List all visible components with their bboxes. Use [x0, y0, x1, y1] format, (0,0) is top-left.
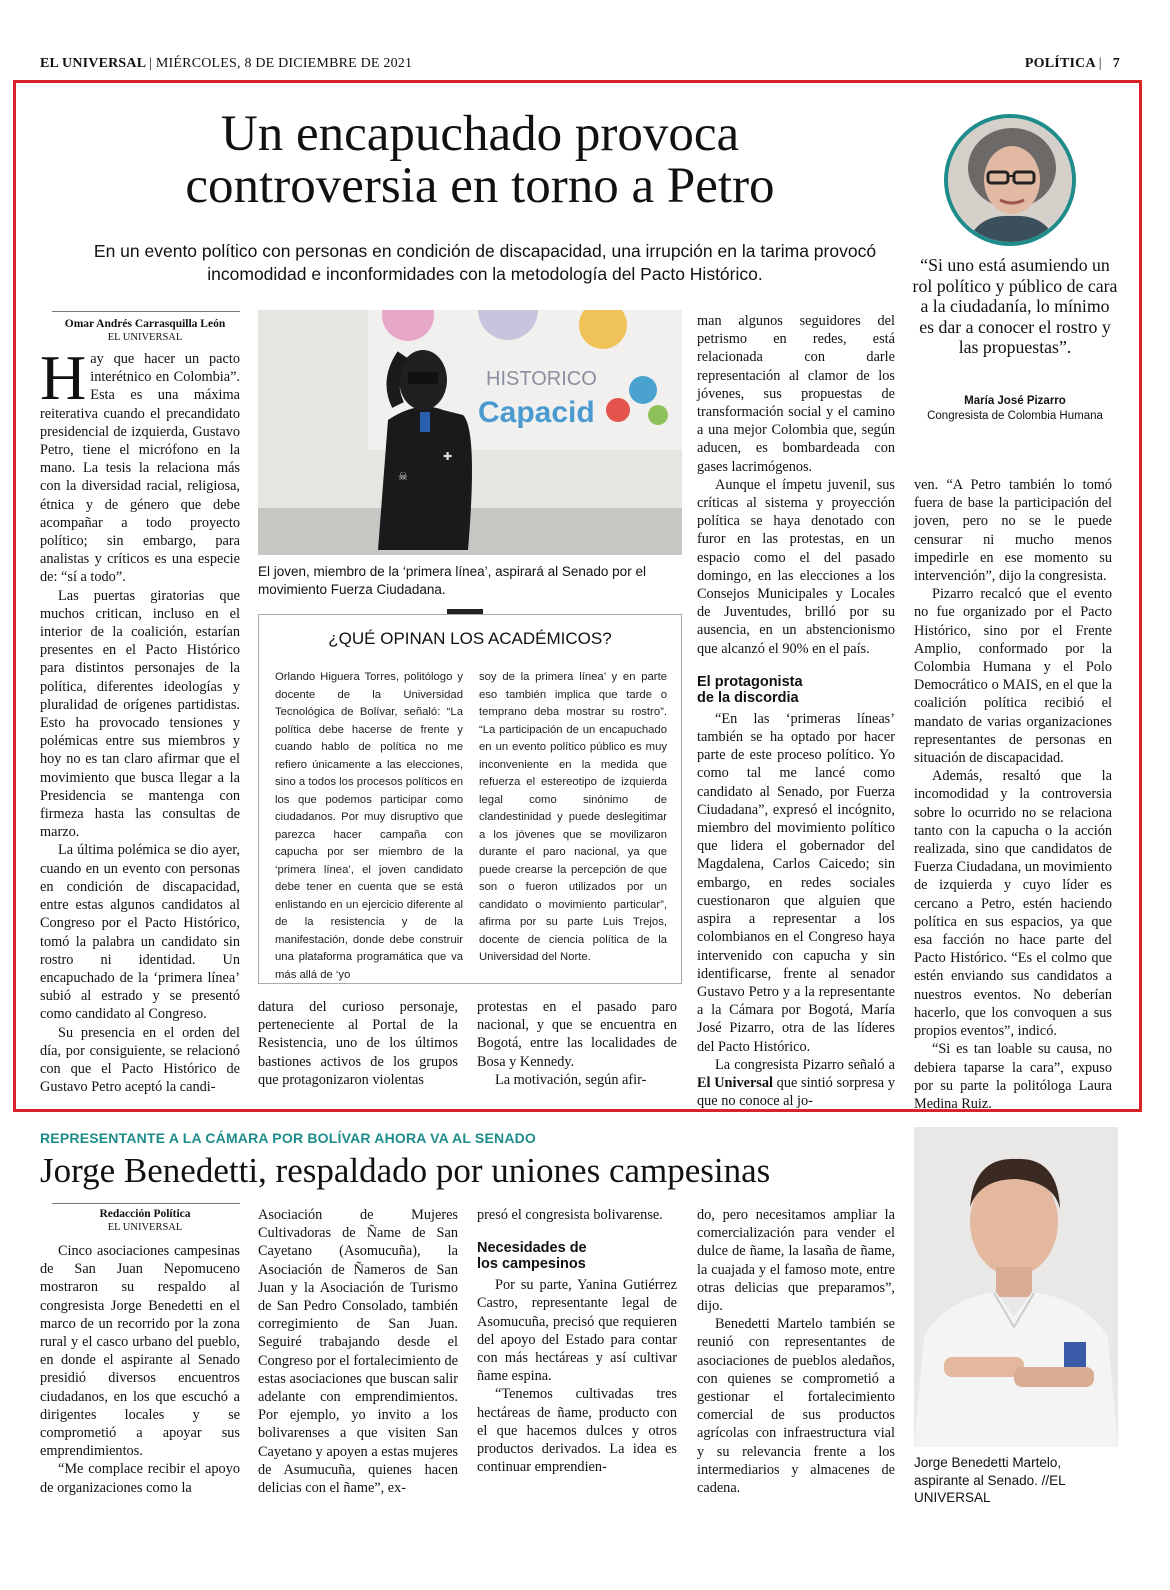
pull-quote: “Si uno está asumiendo un rol político y público de cara a la ciudadanía, lo mínimo es dar a conocer el rostro y las propuestas”. — [912, 255, 1118, 357]
article2-byline — [40, 1208, 250, 1234]
paragraph: La motivación, según afir- — [495, 1071, 647, 1088]
portrait-pizarro — [944, 114, 1076, 246]
deck-line-1: En un evento político con personas en condición de discapacidad, una irrupción en la tarima provocó — [93, 241, 877, 261]
subhead-line-1: Necesidades de — [477, 1240, 587, 1257]
paragraph: ven. “A Petro también lo tomó fuera de base la participación del joven, pero no se le puede censurar ni mucho menos impedirle en ese momento su intervención”, dijo la congresista. — [914, 477, 1112, 585]
byline-rule-2 — [52, 1203, 240, 1204]
byline-author: Redacción Política — [99, 1208, 191, 1220]
byline-author: Omar Andrés Carrasquilla León — [64, 318, 226, 330]
woman-portrait-icon — [948, 118, 1072, 242]
paragraph: “Me complace recibir el apoyo de organizaciones como la — [40, 1461, 240, 1496]
folio-right: POLÍTICA | 7 — [1024, 56, 1120, 71]
paragraph: ay que hacer un pacto interétnico en Colombia”. Esta es una máxima reiterativa cuando el precandidato presidencial de izquierda, Gustavo Petro, tiene el micrófono en la mano. La tesis la relaciona más con la diversidad racial, religiosa, étnica y de género que debe acompañar a todo proyecto político; sin embargo, para analistas y críticos es una especie de: “sí a todo”. — [40, 351, 240, 586]
byline — [40, 318, 250, 344]
headline-line-1: Un encapuchado provoca — [220, 106, 740, 162]
article-headline — [60, 108, 900, 212]
section-name: POLÍTICA — [1024, 56, 1095, 71]
svg-text:✚: ✚ — [443, 451, 453, 463]
photo-benedetti — [914, 1127, 1118, 1447]
paragraph: Además, resaltó que la incomodidad y la controversia sobre lo ocurrido no se relaciona tanto con la capucha o la acción realizada, sino que candidatos de Fuerza Ciudadana, un movimiento de izquierda y cuyo líder es cercano a Petro, estén haciendo política en sus espacios, ya que esa facción no hace parte del Pacto Histórico. “Es el colmo que estén enviando sus candidatos a nuestros eventos. No deberían hacerlo, que los convoquen a sus propios eventos”, indicó. — [914, 768, 1112, 1040]
subhead-line-1: El protagonista — [697, 673, 803, 690]
article-column-1 — [40, 342, 240, 1096]
quote-name: María José Pizarro — [964, 395, 1066, 407]
paragraph: Pizarro recalcó que el evento no fue organizado por el Pacto Histórico, sino por el Frente Amplio, conformado por la Colombia Humana y el Polo Democrático o MAIS, en el que la coalición política recibió el mandato de varias organizaciones representantes de personas en situación de discapacidad. — [914, 586, 1112, 767]
article-column-4 — [697, 312, 895, 1110]
paragraph: Aunque el ímpetu juvenil, sus críticas al sistema y proyección política se haya denotado con furor en las protestas, en un espacio como el del pasado domingo, en las elecciones a los Consejos Municipales y Locales de Juventudes, brilló por su ausencia, en un abstencionismo que alcanzó el 90% en el país. — [697, 476, 895, 657]
paragraph: Benedetti Martelo también se reunió con representantes de asociaciones de pueblos aledaños, con quienes se comprometió a gestionar el fortalecimiento comercial de sus productos agrícolas con infraestructura vial y su relevancia frente a los intermediarios y almacenes de cadena. — [697, 1316, 895, 1497]
page-number: 7 — [1112, 56, 1120, 71]
paragraph: “En las ‘primeras líneas’ también se ha optado por hacer parte de este proceso político. Yo como tal me lancé como candidato al Senado, por Fuerza Ciudadana”, expresó el incógnito, miembro del movimiento político que lidera el gobernador del Magdalena, Carlos Caicedo; sin embargo, en redes sociales cuestionaron que alguien que aspira a representar a los colombianos en el Congreso haya intervenido con capucha y sin identificarse, frente al senador Gustavo Petro y a la representante a la Cámara por Bogotá, María José Pizarro, otra de las líderes del Pacto Histórico. — [697, 710, 895, 1055]
article2-kicker: REPRESENTANTE A LA CÁMARA POR BOLÍVAR AHORA VA AL SENADO — [40, 1130, 537, 1146]
folio-left: EL UNIVERSAL | MIÉRCOLES, 8 DE DICIEMBRE DE 2021 — [40, 56, 413, 71]
paragraph: Cinco asociaciones campesinas de San Juan Nepomuceno mostraron su respaldo al congresista Jorge Benedetti en el marco de un recorrido por la zona rural y el casco urbano del pueblo, en donde el aspirante al Senado presidió diversos encuentros ciudadanos, en los que escuchó a dirigentes locales y se comprometió a apoyar sus emprendimientos. — [40, 1243, 240, 1460]
box-title: ¿QUÉ OPINAN LOS ACADÉMICOS? — [328, 629, 612, 648]
paragraph: Las puertas giratorias que muchos critican, incluso en el interior de la coalición, estarían presentes en el Pacto Histórico para distintos personajes de la política, diferentes ideologías y pluralidad de orígenes partidistas. Esto ha provocado tensiones y polémicas entre sus miembros y hoy no es tan claro afirmar que el movimiento que busca llegar a la Presidencia se mantenga con firmeza hasta las consultas de marzo. — [40, 587, 240, 841]
paragraph: Su presencia en el orden del día, por consiguiente, se relacionó con que el Pacto Histórico de Gustavo Petro aceptó la candi- — [40, 1024, 240, 1096]
article-column-3-bottom — [477, 998, 677, 1089]
brand-name: EL UNIVERSAL — [40, 56, 146, 71]
paragraph: “Si es tan loable su causa, no debiera taparse la cara”, expuso por su parte la politóloga Laura Medina Ruiz. — [914, 1041, 1112, 1112]
paragraph: datura del curioso personaje, perteneciente al Portal de la Resistencia, uno de los últimos bastiones activos de los grupos que protagonizaron violentas — [258, 999, 458, 1088]
paragraph: protestas en el pasado paro nacional, y que se encuentra en Bogotá, entre las localidades de Bosa y Kennedy. — [477, 999, 677, 1070]
photo-caption-2: Jorge Benedetti Martelo, aspirante al Senado. //EL UNIVERSAL — [914, 1455, 1066, 1505]
article-column-5 — [914, 476, 1112, 1113]
paragraph: Por su parte, Yanina Gutiérrez Castro, representante legal de Asomucuña, precisó que requieren del apoyo del Estado para contar con más hectáreas y así cultivar ñame espina. — [477, 1277, 677, 1385]
deck-line-2: incomodidad e inconformidades con la metodología del Pacto Histórico. — [207, 264, 763, 284]
bold-brand: El Universal — [697, 1074, 773, 1091]
paragraph: “Tenemos cultivadas tres hectáreas de ñame, producto con el que hacemos dulces y otros productos derivados. La idea es continuar emprendien- — [477, 1386, 677, 1476]
quote-role: Congresista de Colombia Humana — [927, 410, 1103, 422]
svg-text:☠: ☠ — [398, 471, 408, 483]
box-column-1: Orlando Higuera Torres, politólogo y docente de la Universidad Tecnológica de Bolívar, señaló: “La política debe hacerse de frente y cuando hablo de política no me refiero únicamente a las elecciones, sino a todos los procesos políticos en los que podemos participar como ciudadanos. Por muy disruptivo que parezca hacer campaña con capucha por ser miembro de la ‘primera línea’, el joven candidato debe tener en cuenta que se está enlistando en un ejercicio diferente al de la resistencia y de la manifestación, donde debe construir una plataforma programática que va más allá de ‘yo — [275, 671, 463, 981]
article-deck — [55, 240, 915, 286]
photo-sign-a: HISTORICO — [486, 368, 597, 390]
paragraph: presó el congresista bolivarense. — [477, 1207, 663, 1223]
paragraph: Asociación de Mujeres Cultivadoras de Ñame de San Cayetano (Asomucuña), la Asociación de Ñameros de San Juan y la Asociación de Turismo de San Pedro Consolado, también corregimiento de San Juan. Seguiré trabajando desde el Congreso por el fortalecimiento de estas asociaciones que buscan salir adelante con emprendimientos. Por ejemplo, yo invito a los bolivarenses a que visiten San Cayetano y apoyen a estas mujeres de Asumucuña, quienes hacen delicias con el ñame”, ex- — [258, 1207, 458, 1497]
byline-outlet: EL UNIVERSAL — [107, 332, 183, 343]
drop-cap: H — [40, 342, 87, 413]
photo-hooded-man — [258, 310, 682, 555]
photo-sign-b: Capacid — [478, 396, 595, 429]
subhead-line-2: de la discordia — [697, 689, 799, 706]
article2-headline: Jorge Benedetti, respaldado por uniones campesinas — [40, 1151, 771, 1190]
subhead-necesidades — [477, 1240, 677, 1272]
article-column-2-bottom — [258, 998, 458, 1089]
article2-column-1 — [40, 1242, 240, 1497]
box-column-2: soy de la primera línea’ y en parte eso también implica que tarde o temprano deba mostrar su rostro”. “La participación de un encapuchado en un evento político público es muy inconveniente en la medida que refuerza el estereotipo de izquierda legal como sinónimo de clandestinidad y puede deslegitimar a los jóvenes que se movilizaron durante el paro nacional, ya que puede crearse la percepción de que son o fueron utilizados por un candidato o movimiento particular”, afirma por su parte Luis Trejos, docente de ciencia política de la Universidad del Norte. — [479, 671, 667, 963]
article2-column-3 — [477, 1206, 677, 1476]
subhead-line-2: los campesinos — [477, 1256, 586, 1273]
hooded-speaker-photo-icon — [258, 310, 682, 555]
article2-column-4 — [697, 1206, 895, 1497]
paragraph: man algunos seguidores del petrismo en redes, está relacionada con darle representación al clamor de los jóvenes, sus propuestas de transformación social y el camino a una mejor Colombia que, según aducen, es bombardeada con gases lacrimógenos. — [697, 313, 895, 475]
headline-line-2: controversia en torno a Petro — [185, 158, 775, 214]
paragraph: La última polémica se dio ayer, cuando en un evento con personas en condición de discapacidad, entre estas algunos candidatos al Congreso por el Pacto Histórico, tomó la palabra un candidato sin rostro ni identidad. Un encapuchado de la ‘primera línea’ subió al estrado y se presentó como candidato al Congreso. — [40, 842, 240, 1023]
subhead-protagonista — [697, 674, 895, 706]
academics-box — [258, 614, 682, 984]
byline-rule — [52, 311, 240, 312]
paragraph: do, pero necesitamos ampliar la comercialización para vender el dulce de ñame, la lasaña de ñame, la cuajada y el famoso mote, entre otras delicias que preparamos”, dijo. — [697, 1207, 895, 1315]
photo-caption: El joven, miembro de la ‘primera línea’, aspirará al Senado por el movimiento Fuerza Ciudadana. — [258, 564, 646, 597]
text-run: La congresista Pizarro señaló a — [715, 1056, 895, 1073]
text-run: que sintió sorpresa y que no conoce al jo- — [697, 1074, 895, 1110]
man-portrait-photo-icon — [914, 1127, 1118, 1447]
issue-date: MIÉRCOLES, 8 DE DICIEMBRE DE 2021 — [155, 56, 413, 71]
article2-column-2 — [258, 1206, 458, 1497]
byline-outlet: EL UNIVERSAL — [107, 1222, 183, 1233]
